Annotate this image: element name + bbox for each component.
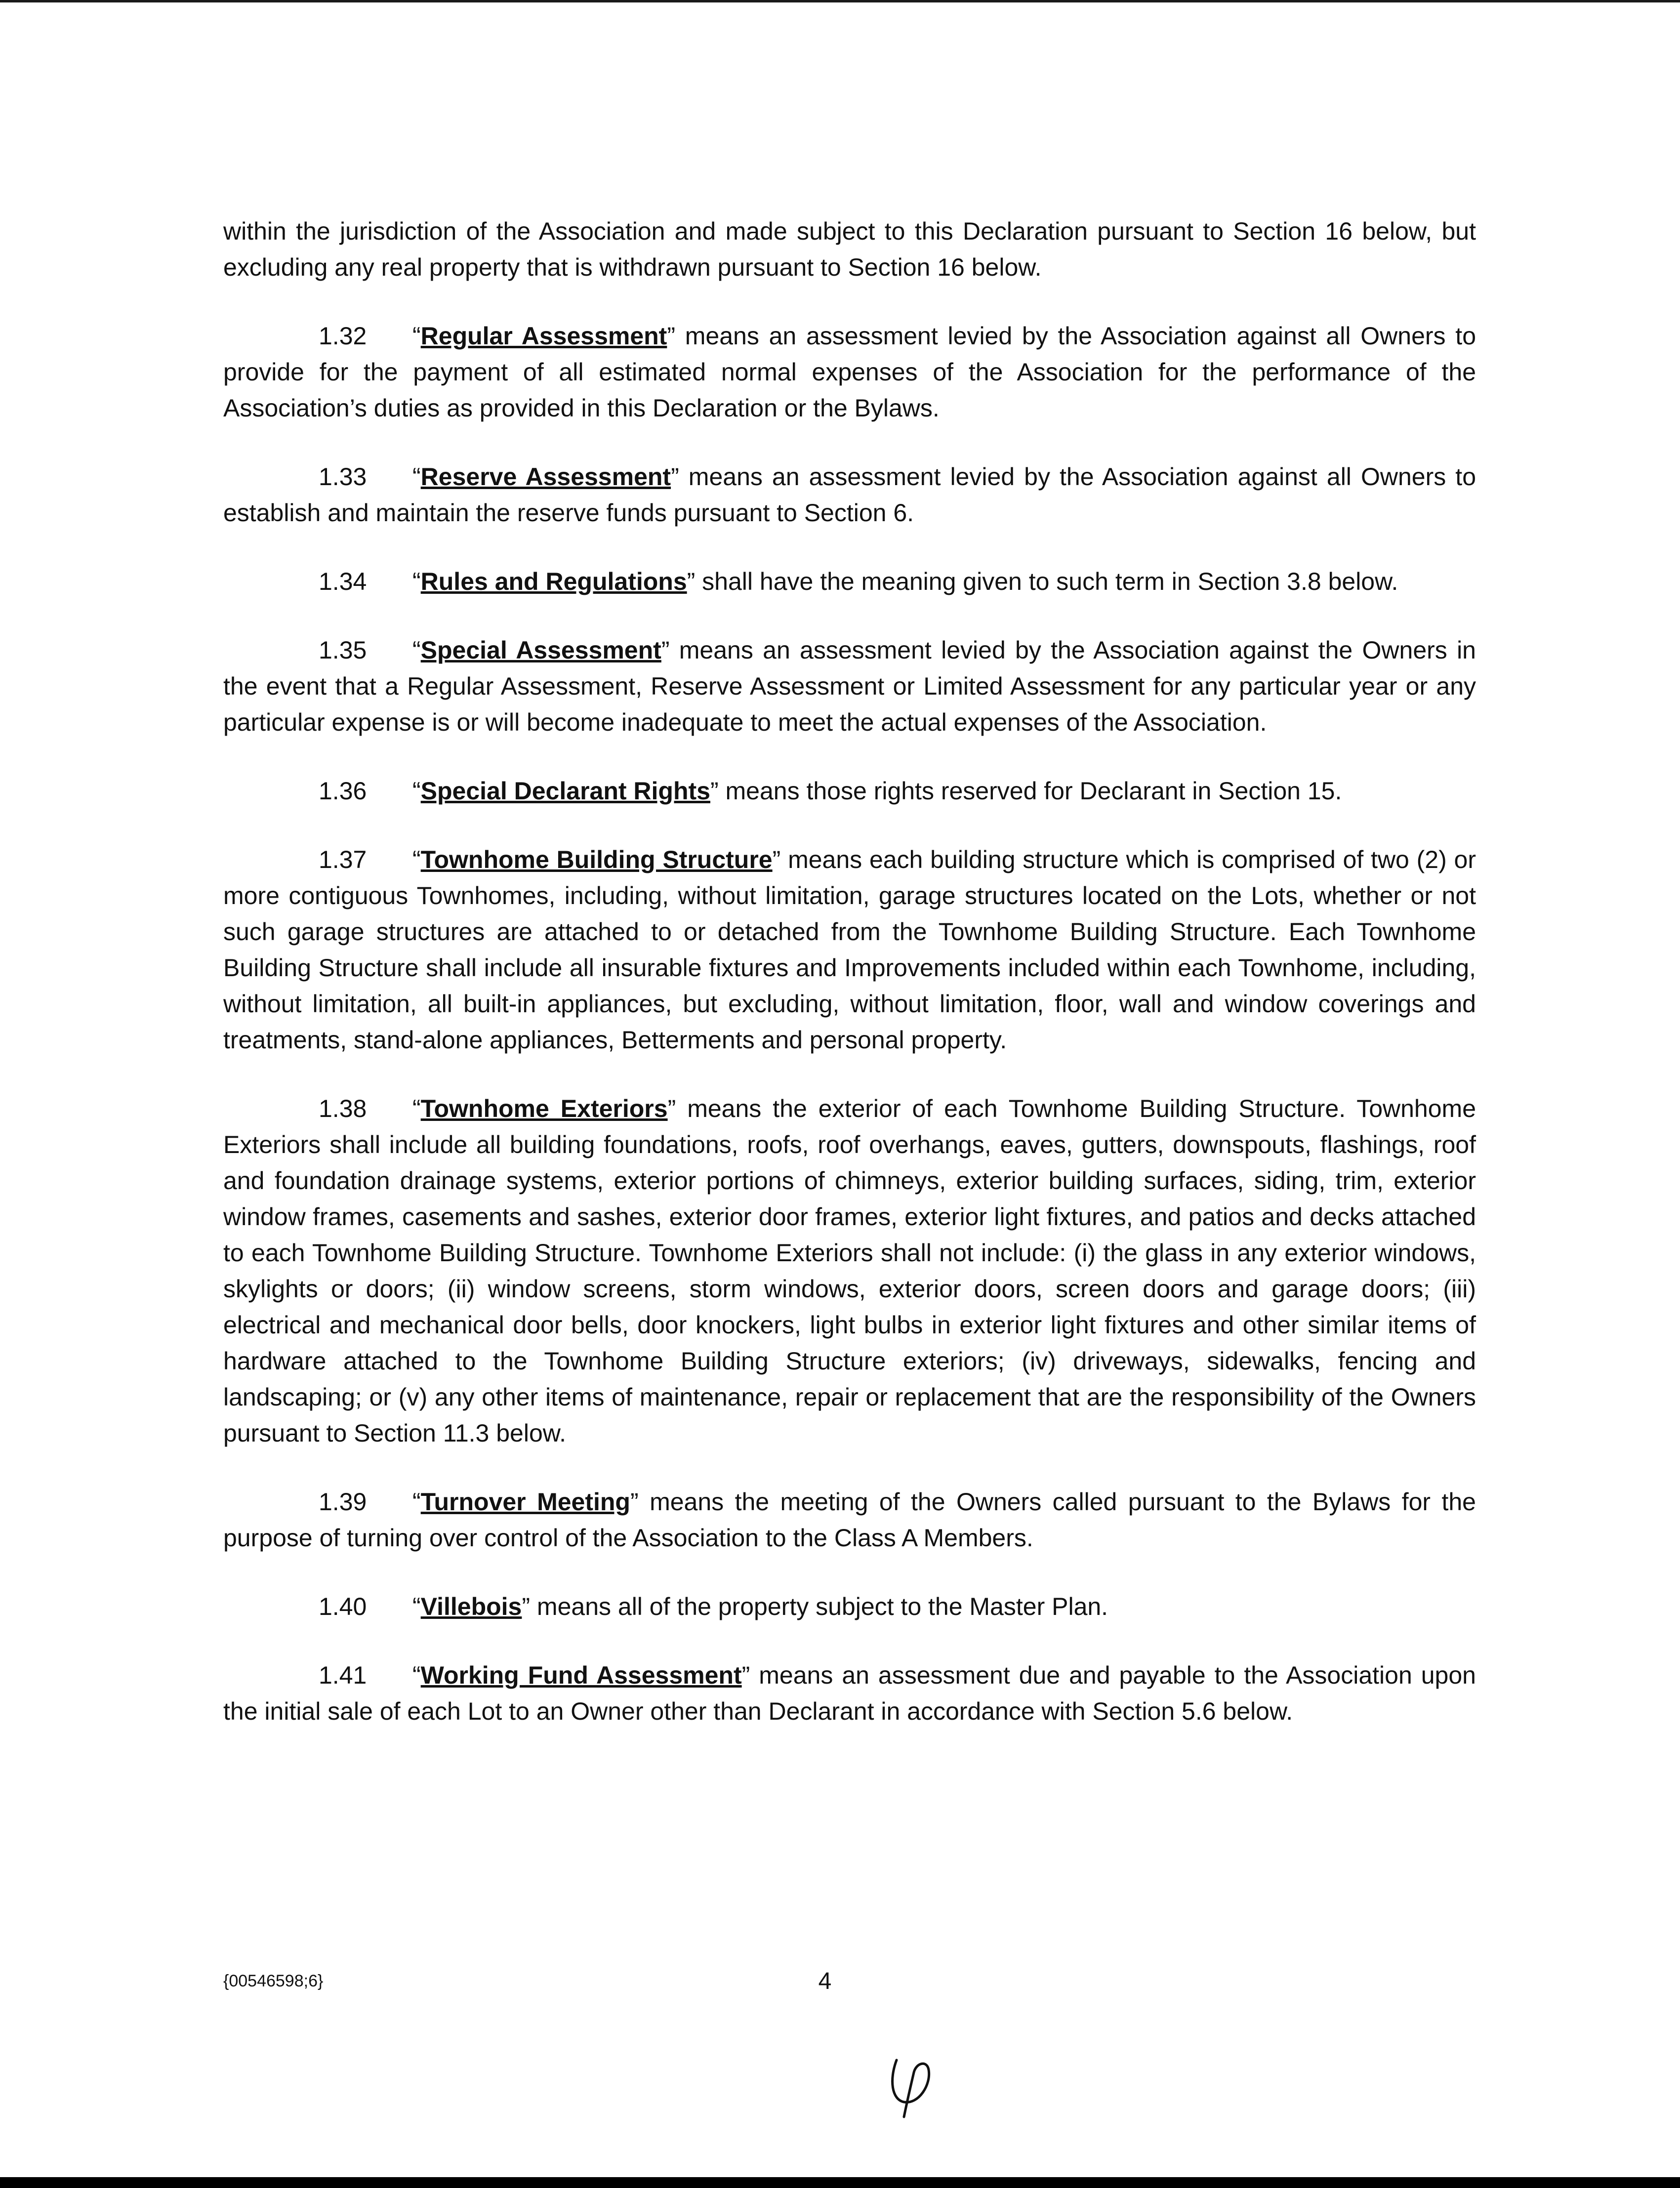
intro-paragraph: within the jurisdiction of the Association and made subject to this Declaration pursuant to Section 16 below, but excluding any real property that is withdrawn pursuant to Section 16 below. (223, 217, 1476, 281)
defined-term: Working Fund Assessment (420, 1661, 742, 1689)
defined-term: Rules and Regulations (420, 568, 687, 595)
definition-1-41: 1.41 “Working Fund Assessment” means an assessment due and payable to the Association upon the initial sale of each Lot to an Owner other than Declarant in accordance with Section 5.6 below. (223, 1657, 1476, 1730)
defined-term: Townhome Building Structure (420, 846, 773, 873)
defined-term: Turnover Meeting (420, 1488, 630, 1516)
section-number: 1.37 (319, 846, 367, 873)
definition-1-38: 1.38 “Townhome Exteriors” means the exterior of each Townhome Building Structure. Townhome Exteriors shall include all building foundations, roofs, roof overhangs, eaves, gutters, downspouts, flashings, roof and foundation drainage systems, exterior portions of chimneys, exterior building surfaces, siding, trim, exterior window frames, casements and sashes, exterior door frames, exterior light fixtures, and patios and decks attached to each Townhome Building Structure. Townhome Exteriors shall not include: (i) the glass in any exterior windows, skylights or doors; (ii) window screens, storm windows, exterior doors, screen doors and garage doors; (iii) electrical and mechanical door bells, door knockers, light bulbs in exterior light fixtures and other similar items of hardware attached to the Townhome Building Structure exteriors; (iv) driveways, sidewalks, fencing and landscaping; or (v) any other items of maintenance, repair or replacement that are the responsibility of the Owners pursuant to Section 11.3 below. (223, 1091, 1476, 1451)
top-border (0, 0, 1680, 2)
definition-text: means those rights reserved for Declarant in Section 15. (718, 777, 1342, 805)
document-body (223, 213, 1476, 1762)
section-number: 1.39 (319, 1488, 367, 1516)
document-id: {00546598;6} (223, 1972, 324, 1990)
definition-1-37: 1.37 “Townhome Building Structure” means each building structure which is comprised of two (2) or more contiguous Townhomes, including, without limitation, garage structures located on the Lots, whether or not such garage structures are attached to or detached from the Townhome Building Structure. Each Townhome Building Structure shall include all insurable fixtures and Improvements included within each Townhome, including, without limitation, all built-in appliances, but excluding, without limitation, floor, wall and window coverings and treatments, stand-alone appliances, Betterments and personal property. (223, 842, 1476, 1058)
definition-1-36: 1.36 “Special Declarant Rights” means those rights reserved for Declarant in Section 15. (223, 773, 1476, 809)
page-number: 4 (818, 1968, 832, 1994)
section-number: 1.34 (319, 568, 367, 595)
defined-term: Villebois (420, 1593, 522, 1620)
section-number: 1.33 (319, 463, 367, 491)
bottom-border (0, 2177, 1680, 2188)
handwritten-initials (882, 2050, 941, 2119)
definition-text: means all of the property subject to the Master Plan. (530, 1593, 1108, 1620)
definition-text: means each building structure which is comprised of two (2) or more contiguous Townhomes, including, without limitation, garage structures located on the Lots, whether or not such garage structures are attached to or detached from the Townhome Building Structure. Each Townhome Building Structure shall include all insurable fixtures and Improvements included within each Townhome, including, without limitation, all built-in appliances, but excluding, without limitation, floor, wall and window coverings and treatments, stand-alone appliances, Betterments and personal property. (223, 846, 1476, 1054)
definition-1-33: 1.33 “Reserve Assessment” means an assessment levied by the Association against all Owners to establish and maintain the reserve funds pursuant to Section 6. (223, 459, 1476, 531)
section-number: 1.32 (319, 322, 367, 350)
section-number: 1.38 (319, 1095, 367, 1122)
definition-text: means an assessment levied by the Association against the Owners in the event that a Regular Assessment, Reserve Assessment or Limited Assessment for any particular year or any particular expense is or will become inadequate to meet the actual expenses of the Association. (223, 636, 1476, 736)
defined-term: Special Declarant Rights (420, 777, 710, 805)
definition-1-35: 1.35 “Special Assessment” means an assessment levied by the Association against the Owners in the event that a Regular Assessment, Reserve Assessment or Limited Assessment for any particular year or any particular expense is or will become inadequate to meet the actual expenses of the Association. (223, 632, 1476, 741)
defined-term: Reserve Assessment (420, 463, 671, 491)
definition-text: shall have the meaning given to such term in Section 3.8 below. (695, 568, 1398, 595)
definition-1-40: 1.40 “Villebois” means all of the property subject to the Master Plan. (223, 1589, 1476, 1625)
section-number: 1.41 (319, 1661, 367, 1689)
definition-text: means the meeting of the Owners called pursuant to the Bylaws for the purpose of turning over control of the Association to the Class A Members. (223, 1488, 1476, 1552)
definition-1-32: 1.32 “Regular Assessment” means an assessment levied by the Association against all Owners to provide for the payment of all estimated normal expenses of the Association for the performance of the Association’s duties as provided in this Declaration or the Bylaws. (223, 318, 1476, 426)
definition-text: means the exterior of each Townhome Building Structure. Townhome Exteriors shall include all building foundations, roofs, roof overhangs, eaves, gutters, downspouts, flashings, roof and foundation drainage systems, exterior portions of chimneys, exterior building surfaces, siding, trim, exterior window frames, casements and sashes, exterior door frames, exterior light fixtures, and patios and decks attached to each Townhome Building Structure. Townhome Exteriors shall not include: (i) the glass in any exterior windows, skylights or doors; (ii) window screens, storm windows, exterior doors, screen doors and garage doors; (iii) electrical and mechanical door bells, door knockers, light bulbs in exterior light fixtures and other similar items of hardware attached to the Townhome Building Structure exteriors; (iv) driveways, sidewalks, fencing and landscaping; or (v) any other items of maintenance, repair or replacement that are the responsibility of the Owners pursuant to Section 11.3 below. (223, 1095, 1476, 1447)
definition-1-34: 1.34 “Rules and Regulations” shall have the meaning given to such term in Section 3.8 below. (223, 564, 1476, 600)
definition-text: means an assessment levied by the Association against all Owners to establish and maintain the reserve funds pursuant to Section 6. (223, 463, 1476, 527)
definition-text: means an assessment due and payable to the Association upon the initial sale of each Lot to an Owner other than Declarant in accordance with Section 5.6 below. (223, 1661, 1476, 1725)
defined-term: Regular Assessment (420, 322, 667, 350)
section-number: 1.40 (319, 1593, 367, 1620)
definition-1-39: 1.39 “Turnover Meeting” means the meeting of the Owners called pursuant to the Bylaws for the purpose of turning over control of the Association to the Class A Members. (223, 1484, 1476, 1556)
defined-term: Townhome Exteriors (420, 1095, 668, 1122)
section-number: 1.36 (319, 777, 367, 805)
definition-text: means an assessment levied by the Association against all Owners to provide for the payment of all estimated normal expenses of the Association for the performance of the Association’s duties as provided in this Declaration or the Bylaws. (223, 322, 1476, 422)
defined-term: Special Assessment (420, 636, 661, 664)
section-number: 1.35 (319, 636, 367, 664)
